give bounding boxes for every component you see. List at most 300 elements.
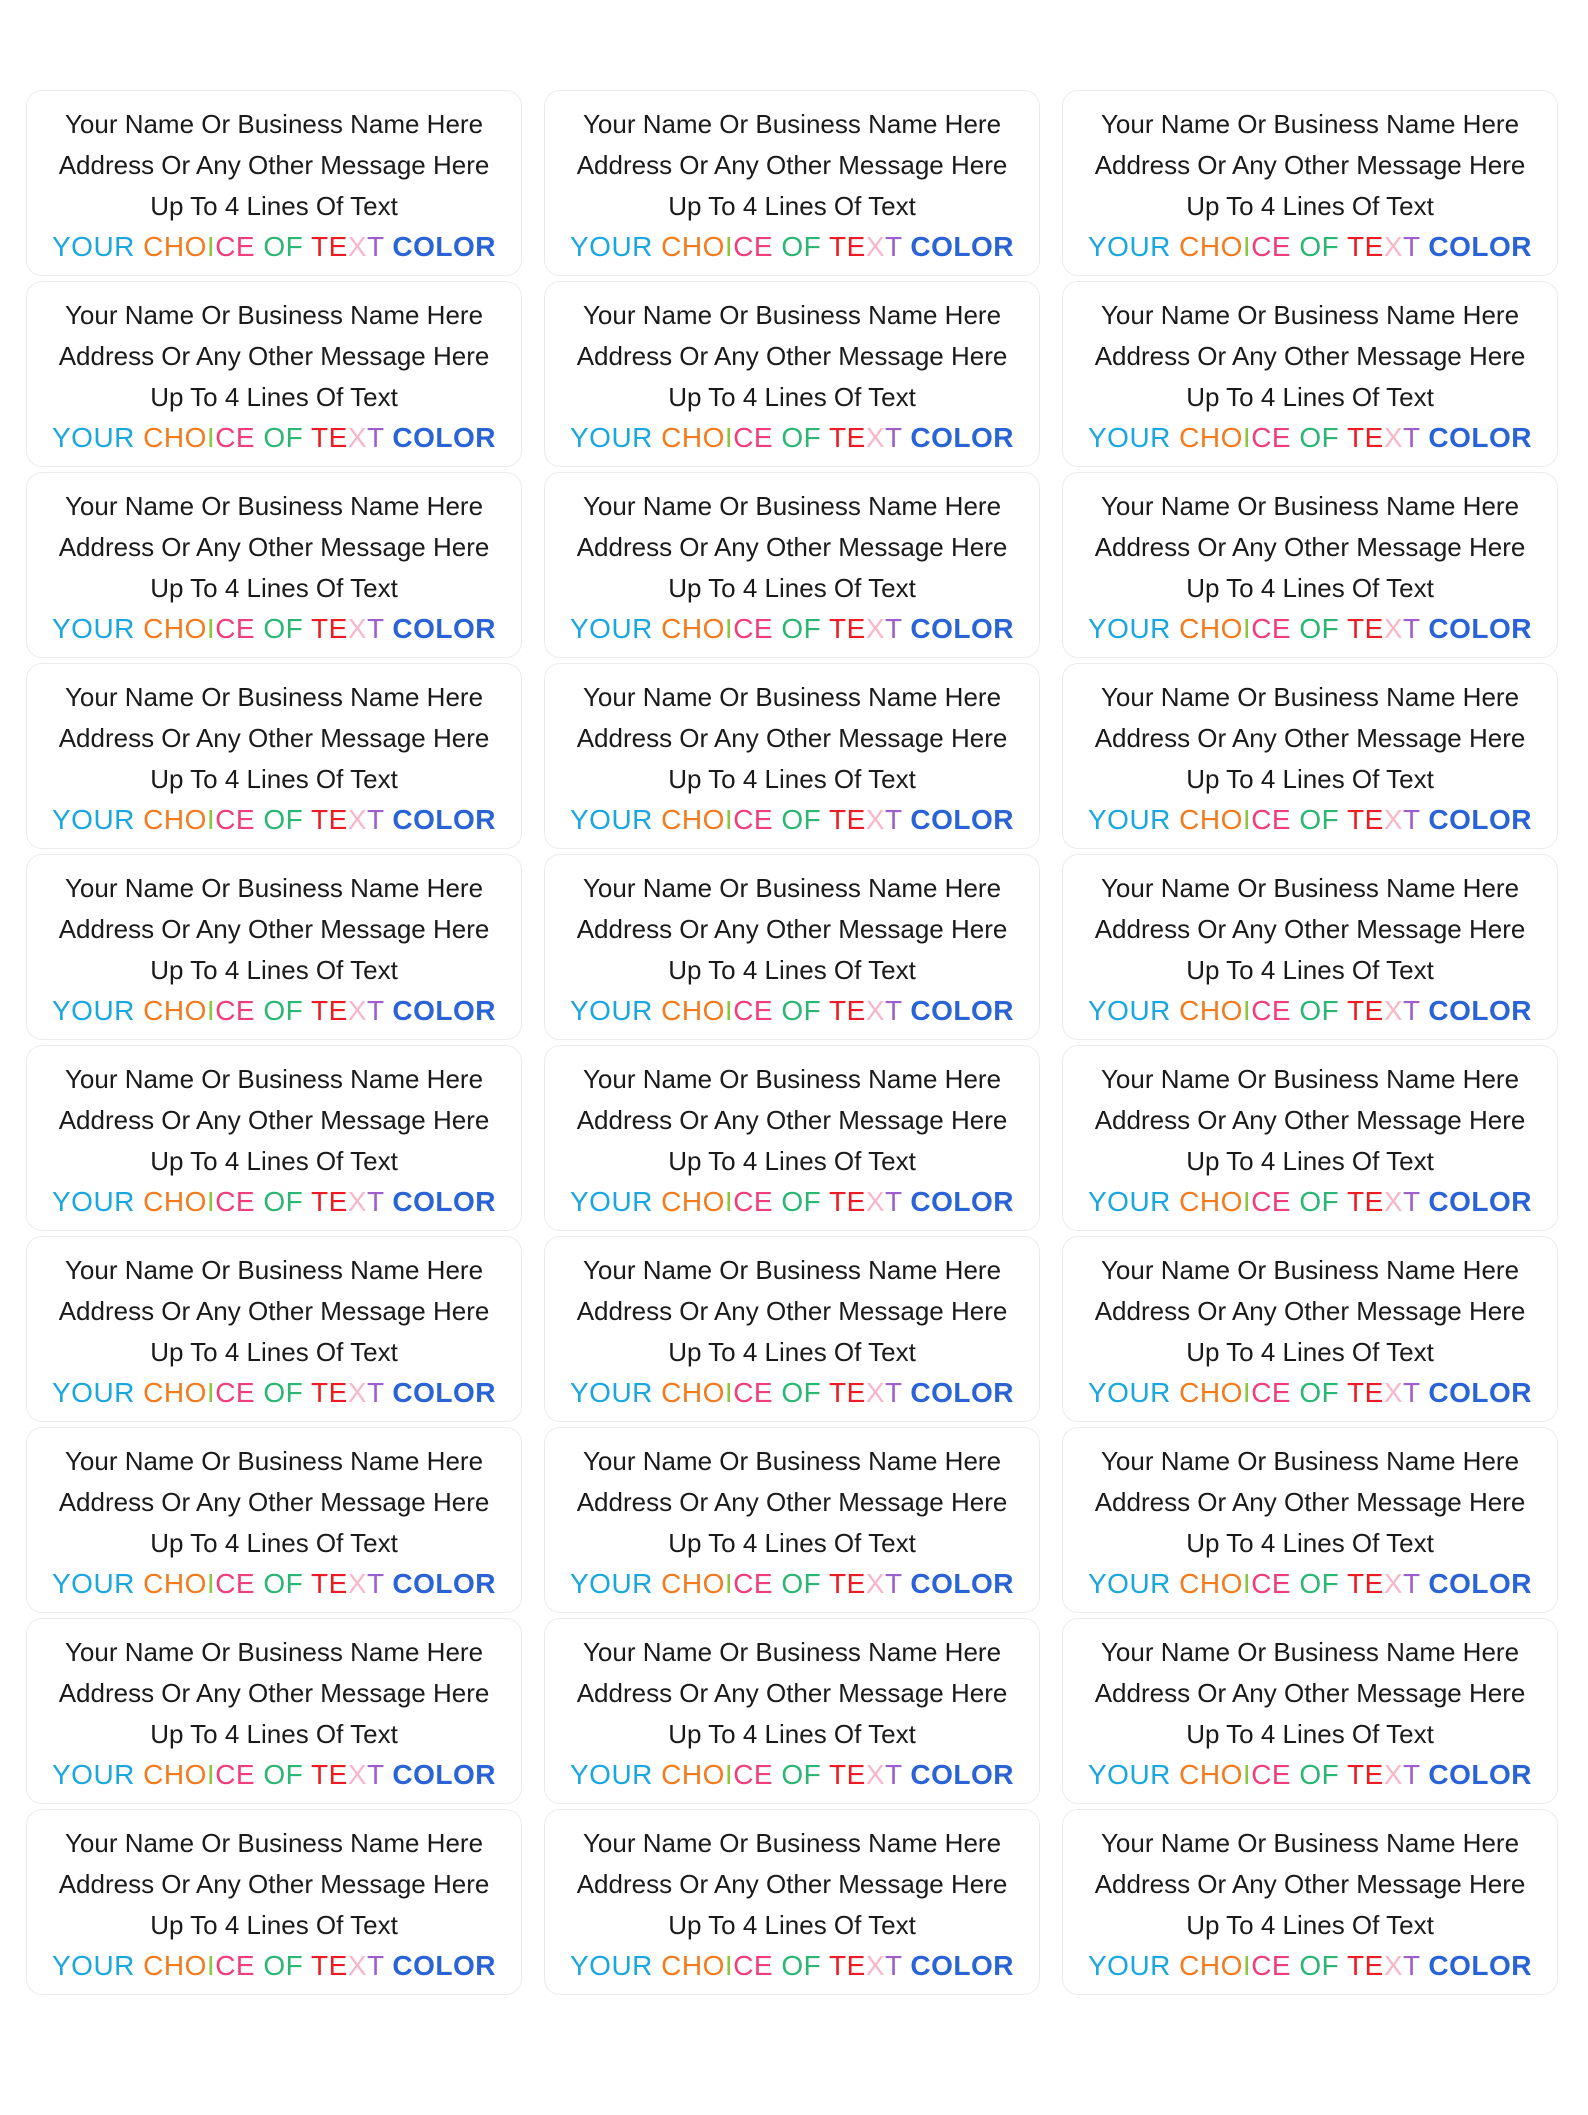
address-label	[544, 1045, 1040, 1231]
color-line-segment: X	[347, 1949, 367, 1981]
color-line-segment: I	[724, 1567, 734, 1599]
color-line-segment: COLOR	[1428, 994, 1532, 1026]
address-label	[1062, 1236, 1558, 1422]
color-line-segment: COLOR	[1428, 612, 1532, 644]
color-line-segment: CE	[215, 612, 264, 644]
label-info-line: Up To 4 Lines Of Text	[150, 1909, 398, 1940]
color-line-segment: OF	[1299, 1758, 1348, 1790]
label-address-line: Address Or Any Other Message Here	[1094, 1677, 1526, 1708]
color-line-segment: T	[367, 803, 393, 835]
label-sheet	[26, 90, 1566, 2000]
color-line-segment: OF	[1299, 994, 1348, 1026]
label-address-line: Address Or Any Other Message Here	[58, 722, 490, 753]
color-line-segment: YOUR	[1087, 1376, 1180, 1408]
label-color-line	[570, 800, 1014, 840]
color-line-segment: T	[885, 1376, 911, 1408]
color-line-segment: CHO	[143, 421, 207, 453]
label-address-line: Address Or Any Other Message Here	[576, 1295, 1008, 1326]
address-label	[1062, 472, 1558, 658]
label-address-line: Address Or Any Other Message Here	[58, 340, 490, 371]
color-line-segment: T	[1403, 421, 1429, 453]
color-line-segment: OF	[781, 803, 830, 835]
label-color-line	[52, 609, 496, 649]
color-line-segment: COLOR	[392, 1758, 496, 1790]
label-color-line	[52, 418, 496, 458]
address-label	[26, 281, 522, 467]
color-line-segment: OF	[1299, 1949, 1348, 1981]
color-line-segment: T	[885, 1185, 911, 1217]
label-info-line: Up To 4 Lines Of Text	[668, 1718, 916, 1749]
color-line-segment: CE	[733, 612, 782, 644]
label-address-line: Address Or Any Other Message Here	[576, 722, 1008, 753]
color-line-segment: OF	[781, 1376, 830, 1408]
color-line-segment: OF	[1299, 1376, 1348, 1408]
color-line-segment: I	[1242, 1376, 1252, 1408]
color-line-segment: X	[1383, 1376, 1403, 1408]
label-color-line	[52, 1373, 496, 1413]
color-line-segment: COLOR	[910, 1567, 1014, 1599]
label-address-line: Address Or Any Other Message Here	[58, 1868, 490, 1899]
label-name-line: Your Name Or Business Name Here	[64, 1063, 484, 1094]
label-name-line: Your Name Or Business Name Here	[582, 1063, 1002, 1094]
color-line-segment: TE	[311, 612, 348, 644]
color-line-segment: TE	[829, 1949, 866, 1981]
label-info-line: Up To 4 Lines Of Text	[668, 1527, 916, 1558]
label-address-line: Address Or Any Other Message Here	[576, 340, 1008, 371]
color-line-segment: YOUR	[569, 994, 662, 1026]
address-label	[26, 472, 522, 658]
label-info-line: Up To 4 Lines Of Text	[1186, 1336, 1434, 1367]
color-line-segment: I	[206, 994, 216, 1026]
color-line-segment: CHO	[143, 1758, 207, 1790]
color-line-segment: X	[347, 230, 367, 262]
color-line-segment: COLOR	[392, 612, 496, 644]
color-line-segment: CE	[733, 421, 782, 453]
label-info-line: Up To 4 Lines Of Text	[1186, 1718, 1434, 1749]
color-line-segment: CE	[1251, 421, 1300, 453]
color-line-segment: CE	[215, 994, 264, 1026]
color-line-segment: CE	[215, 803, 264, 835]
label-name-line: Your Name Or Business Name Here	[64, 299, 484, 330]
color-line-segment: YOUR	[1087, 230, 1180, 262]
color-line-segment: OF	[781, 1949, 830, 1981]
color-line-segment: COLOR	[910, 1376, 1014, 1408]
color-line-segment: X	[347, 803, 367, 835]
label-name-line: Your Name Or Business Name Here	[64, 108, 484, 139]
label-name-line: Your Name Or Business Name Here	[64, 490, 484, 521]
label-name-line: Your Name Or Business Name Here	[1100, 1063, 1520, 1094]
color-line-segment: YOUR	[569, 421, 662, 453]
color-line-segment: CHO	[1179, 1567, 1243, 1599]
label-name-line: Your Name Or Business Name Here	[1100, 872, 1520, 903]
address-label	[1062, 1618, 1558, 1804]
color-line-segment: CHO	[1179, 994, 1243, 1026]
color-line-segment: I	[724, 1949, 734, 1981]
address-label	[544, 663, 1040, 849]
label-address-line: Address Or Any Other Message Here	[576, 1868, 1008, 1899]
label-info-line: Up To 4 Lines Of Text	[668, 381, 916, 412]
color-line-segment: CE	[733, 1949, 782, 1981]
color-line-segment: T	[885, 994, 911, 1026]
color-line-segment: CE	[733, 1376, 782, 1408]
color-line-segment: YOUR	[569, 1376, 662, 1408]
label-name-line: Your Name Or Business Name Here	[1100, 1827, 1520, 1858]
color-line-segment: YOUR	[569, 230, 662, 262]
color-line-segment: T	[1403, 1949, 1429, 1981]
color-line-segment: X	[865, 230, 885, 262]
color-line-segment: T	[367, 1949, 393, 1981]
label-info-line: Up To 4 Lines Of Text	[150, 1718, 398, 1749]
color-line-segment: T	[885, 230, 911, 262]
label-info-line: Up To 4 Lines Of Text	[1186, 1527, 1434, 1558]
label-info-line: Up To 4 Lines Of Text	[150, 572, 398, 603]
color-line-segment: I	[1242, 230, 1252, 262]
color-line-segment: OF	[1299, 421, 1348, 453]
color-line-segment: TE	[1347, 803, 1384, 835]
address-label	[26, 1618, 522, 1804]
color-line-segment: TE	[311, 1185, 348, 1217]
address-label	[544, 1618, 1040, 1804]
color-line-segment: CHO	[143, 1567, 207, 1599]
color-line-segment: COLOR	[910, 1949, 1014, 1981]
color-line-segment: T	[885, 803, 911, 835]
color-line-segment: CHO	[1179, 421, 1243, 453]
color-line-segment: X	[1383, 612, 1403, 644]
color-line-segment: CHO	[661, 1758, 725, 1790]
color-line-segment: X	[1383, 1567, 1403, 1599]
color-line-segment: I	[1242, 1567, 1252, 1599]
label-color-line	[570, 418, 1014, 458]
label-color-line	[1088, 1564, 1532, 1604]
color-line-segment: YOUR	[569, 612, 662, 644]
color-line-segment: CHO	[143, 1376, 207, 1408]
color-line-segment: CE	[1251, 803, 1300, 835]
color-line-segment: I	[1242, 1185, 1252, 1217]
label-address-line: Address Or Any Other Message Here	[58, 1295, 490, 1326]
color-line-segment: COLOR	[392, 1567, 496, 1599]
color-line-segment: I	[206, 1758, 216, 1790]
label-name-line: Your Name Or Business Name Here	[582, 1254, 1002, 1285]
label-address-line: Address Or Any Other Message Here	[58, 1104, 490, 1135]
color-line-segment: COLOR	[392, 803, 496, 835]
color-line-segment: CHO	[143, 1185, 207, 1217]
color-line-segment: TE	[1347, 230, 1384, 262]
color-line-segment: CE	[215, 1185, 264, 1217]
color-line-segment: T	[1403, 1567, 1429, 1599]
label-info-line: Up To 4 Lines Of Text	[1186, 381, 1434, 412]
color-line-segment: T	[885, 612, 911, 644]
color-line-segment: COLOR	[392, 1949, 496, 1981]
color-line-segment: YOUR	[569, 1758, 662, 1790]
color-line-segment: T	[1403, 994, 1429, 1026]
label-address-line: Address Or Any Other Message Here	[1094, 340, 1526, 371]
color-line-segment: X	[1383, 421, 1403, 453]
label-color-line	[570, 609, 1014, 649]
label-name-line: Your Name Or Business Name Here	[64, 1636, 484, 1667]
color-line-segment: OF	[781, 421, 830, 453]
color-line-segment: I	[206, 230, 216, 262]
color-line-segment: OF	[781, 1185, 830, 1217]
color-line-segment: I	[1242, 1949, 1252, 1981]
color-line-segment: OF	[263, 421, 312, 453]
color-line-segment: T	[1403, 230, 1429, 262]
label-info-line: Up To 4 Lines Of Text	[1186, 1145, 1434, 1176]
color-line-segment: TE	[829, 994, 866, 1026]
color-line-segment: OF	[263, 1567, 312, 1599]
label-address-line: Address Or Any Other Message Here	[1094, 1868, 1526, 1899]
color-line-segment: COLOR	[1428, 421, 1532, 453]
color-line-segment: CE	[733, 1758, 782, 1790]
color-line-segment: T	[367, 994, 393, 1026]
color-line-segment: I	[724, 1185, 734, 1217]
color-line-segment: CHO	[661, 1949, 725, 1981]
label-info-line: Up To 4 Lines Of Text	[1186, 572, 1434, 603]
color-line-segment: TE	[311, 1376, 348, 1408]
color-line-segment: I	[1242, 1758, 1252, 1790]
label-color-line	[570, 1946, 1014, 1986]
color-line-segment: X	[865, 421, 885, 453]
address-label	[26, 1427, 522, 1613]
label-info-line: Up To 4 Lines Of Text	[150, 954, 398, 985]
color-line-segment: I	[724, 230, 734, 262]
color-line-segment: COLOR	[392, 1185, 496, 1217]
color-line-segment: OF	[1299, 612, 1348, 644]
color-line-segment: OF	[263, 1758, 312, 1790]
color-line-segment: CHO	[661, 230, 725, 262]
color-line-segment: TE	[1347, 1758, 1384, 1790]
label-info-line: Up To 4 Lines Of Text	[150, 381, 398, 412]
color-line-segment: CHO	[1179, 612, 1243, 644]
color-line-segment: YOUR	[1087, 1758, 1180, 1790]
color-line-segment: COLOR	[910, 803, 1014, 835]
color-line-segment: CHO	[1179, 230, 1243, 262]
color-line-segment: CE	[733, 803, 782, 835]
color-line-segment: COLOR	[910, 1185, 1014, 1217]
color-line-segment: OF	[263, 803, 312, 835]
color-line-segment: TE	[1347, 421, 1384, 453]
color-line-segment: I	[206, 1185, 216, 1217]
color-line-segment: TE	[829, 1376, 866, 1408]
color-line-segment: OF	[263, 994, 312, 1026]
label-address-line: Address Or Any Other Message Here	[576, 1677, 1008, 1708]
label-info-line: Up To 4 Lines Of Text	[668, 1145, 916, 1176]
address-label	[1062, 1045, 1558, 1231]
label-name-line: Your Name Or Business Name Here	[1100, 681, 1520, 712]
label-address-line: Address Or Any Other Message Here	[1094, 1486, 1526, 1517]
label-color-line	[570, 227, 1014, 267]
label-name-line: Your Name Or Business Name Here	[64, 872, 484, 903]
color-line-segment: OF	[1299, 1185, 1348, 1217]
color-line-segment: T	[1403, 803, 1429, 835]
color-line-segment: X	[347, 1185, 367, 1217]
color-line-segment: I	[206, 612, 216, 644]
color-line-segment: OF	[781, 994, 830, 1026]
color-line-segment: I	[724, 1758, 734, 1790]
color-line-segment: COLOR	[392, 230, 496, 262]
color-line-segment: CHO	[661, 1567, 725, 1599]
color-line-segment: TE	[829, 1567, 866, 1599]
color-line-segment: X	[347, 1758, 367, 1790]
color-line-segment: YOUR	[569, 1567, 662, 1599]
label-color-line	[52, 227, 496, 267]
color-line-segment: CHO	[1179, 1949, 1243, 1981]
color-line-segment: OF	[1299, 1567, 1348, 1599]
label-color-line	[1088, 800, 1532, 840]
label-address-line: Address Or Any Other Message Here	[1094, 149, 1526, 180]
color-line-segment: X	[1383, 803, 1403, 835]
color-line-segment: T	[885, 1949, 911, 1981]
color-line-segment: COLOR	[392, 421, 496, 453]
label-address-line: Address Or Any Other Message Here	[58, 531, 490, 562]
label-name-line: Your Name Or Business Name Here	[64, 1827, 484, 1858]
color-line-segment: TE	[311, 994, 348, 1026]
color-line-segment: OF	[781, 1758, 830, 1790]
color-line-segment: CHO	[1179, 1185, 1243, 1217]
label-color-line	[1088, 1755, 1532, 1795]
color-line-segment: CE	[1251, 1185, 1300, 1217]
color-line-segment: YOUR	[51, 994, 144, 1026]
color-line-segment: COLOR	[1428, 1567, 1532, 1599]
color-line-segment: X	[347, 612, 367, 644]
color-line-segment: YOUR	[51, 230, 144, 262]
color-line-segment: OF	[1299, 230, 1348, 262]
color-line-segment: T	[1403, 612, 1429, 644]
address-label	[26, 1809, 522, 1995]
label-name-line: Your Name Or Business Name Here	[64, 681, 484, 712]
label-color-line	[52, 1182, 496, 1222]
color-line-segment: COLOR	[1428, 1758, 1532, 1790]
address-label	[544, 854, 1040, 1040]
color-line-segment: YOUR	[1087, 994, 1180, 1026]
label-name-line: Your Name Or Business Name Here	[1100, 1636, 1520, 1667]
label-address-line: Address Or Any Other Message Here	[576, 1486, 1008, 1517]
label-address-line: Address Or Any Other Message Here	[58, 913, 490, 944]
label-color-line	[570, 1564, 1014, 1604]
label-color-line	[570, 1373, 1014, 1413]
color-line-segment: X	[1383, 1949, 1403, 1981]
label-address-line: Address Or Any Other Message Here	[576, 149, 1008, 180]
color-line-segment: CE	[733, 230, 782, 262]
color-line-segment: T	[367, 421, 393, 453]
color-line-segment: COLOR	[910, 230, 1014, 262]
color-line-segment: YOUR	[51, 1949, 144, 1981]
color-line-segment: YOUR	[1087, 803, 1180, 835]
color-line-segment: TE	[829, 1758, 866, 1790]
color-line-segment: TE	[829, 421, 866, 453]
color-line-segment: TE	[311, 1949, 348, 1981]
label-info-line: Up To 4 Lines Of Text	[668, 1909, 916, 1940]
color-line-segment: COLOR	[1428, 1185, 1532, 1217]
label-address-line: Address Or Any Other Message Here	[1094, 722, 1526, 753]
color-line-segment: T	[1403, 1758, 1429, 1790]
color-line-segment: COLOR	[1428, 1949, 1532, 1981]
color-line-segment: T	[367, 1185, 393, 1217]
color-line-segment: CHO	[661, 421, 725, 453]
label-info-line: Up To 4 Lines Of Text	[150, 1527, 398, 1558]
color-line-segment: X	[865, 612, 885, 644]
label-address-line: Address Or Any Other Message Here	[1094, 531, 1526, 562]
color-line-segment: X	[865, 1758, 885, 1790]
color-line-segment: CHO	[143, 994, 207, 1026]
color-line-segment: I	[724, 994, 734, 1026]
label-name-line: Your Name Or Business Name Here	[582, 872, 1002, 903]
color-line-segment: X	[1383, 230, 1403, 262]
address-label	[544, 1236, 1040, 1422]
color-line-segment: OF	[781, 612, 830, 644]
color-line-segment: COLOR	[1428, 230, 1532, 262]
label-color-line	[570, 1755, 1014, 1795]
color-line-segment: CE	[733, 1567, 782, 1599]
label-info-line: Up To 4 Lines Of Text	[668, 572, 916, 603]
color-line-segment: COLOR	[1428, 1376, 1532, 1408]
label-color-line	[1088, 609, 1532, 649]
color-line-segment: CE	[215, 1758, 264, 1790]
label-color-line	[52, 1564, 496, 1604]
address-label	[26, 1236, 522, 1422]
address-label	[1062, 663, 1558, 849]
color-line-segment: TE	[1347, 1567, 1384, 1599]
label-name-line: Your Name Or Business Name Here	[582, 1445, 1002, 1476]
color-line-segment: T	[885, 421, 911, 453]
color-line-segment: I	[1242, 803, 1252, 835]
label-info-line: Up To 4 Lines Of Text	[150, 190, 398, 221]
label-address-line: Address Or Any Other Message Here	[1094, 1295, 1526, 1326]
label-info-line: Up To 4 Lines Of Text	[1186, 954, 1434, 985]
color-line-segment: CHO	[1179, 1376, 1243, 1408]
address-label	[26, 663, 522, 849]
color-line-segment: X	[347, 994, 367, 1026]
color-line-segment: YOUR	[569, 803, 662, 835]
color-line-segment: I	[206, 421, 216, 453]
label-address-line: Address Or Any Other Message Here	[1094, 1104, 1526, 1135]
label-address-line: Address Or Any Other Message Here	[58, 149, 490, 180]
color-line-segment: T	[367, 1567, 393, 1599]
color-line-segment: CHO	[661, 803, 725, 835]
color-line-segment: T	[367, 1758, 393, 1790]
color-line-segment: CE	[215, 230, 264, 262]
color-line-segment: YOUR	[51, 1758, 144, 1790]
color-line-segment: OF	[781, 1567, 830, 1599]
color-line-segment: TE	[829, 803, 866, 835]
color-line-segment: CE	[733, 994, 782, 1026]
label-color-line	[1088, 1373, 1532, 1413]
color-line-segment: TE	[311, 1567, 348, 1599]
color-line-segment: COLOR	[910, 994, 1014, 1026]
color-line-segment: CE	[215, 1376, 264, 1408]
color-line-segment: X	[865, 994, 885, 1026]
color-line-segment: I	[724, 612, 734, 644]
label-color-line	[52, 991, 496, 1031]
color-line-segment: CE	[1251, 1376, 1300, 1408]
address-label	[1062, 281, 1558, 467]
color-line-segment: YOUR	[51, 803, 144, 835]
label-info-line: Up To 4 Lines Of Text	[668, 954, 916, 985]
address-label	[26, 1045, 522, 1231]
color-line-segment: CHO	[143, 803, 207, 835]
color-line-segment: YOUR	[51, 612, 144, 644]
color-line-segment: COLOR	[910, 1758, 1014, 1790]
label-address-line: Address Or Any Other Message Here	[576, 531, 1008, 562]
label-info-line: Up To 4 Lines Of Text	[668, 1336, 916, 1367]
color-line-segment: COLOR	[910, 421, 1014, 453]
color-line-segment: COLOR	[910, 612, 1014, 644]
label-address-line: Address Or Any Other Message Here	[58, 1486, 490, 1517]
color-line-segment: X	[865, 1567, 885, 1599]
address-label	[26, 90, 522, 276]
label-address-line: Address Or Any Other Message Here	[1094, 913, 1526, 944]
color-line-segment: T	[885, 1758, 911, 1790]
color-line-segment: T	[367, 230, 393, 262]
